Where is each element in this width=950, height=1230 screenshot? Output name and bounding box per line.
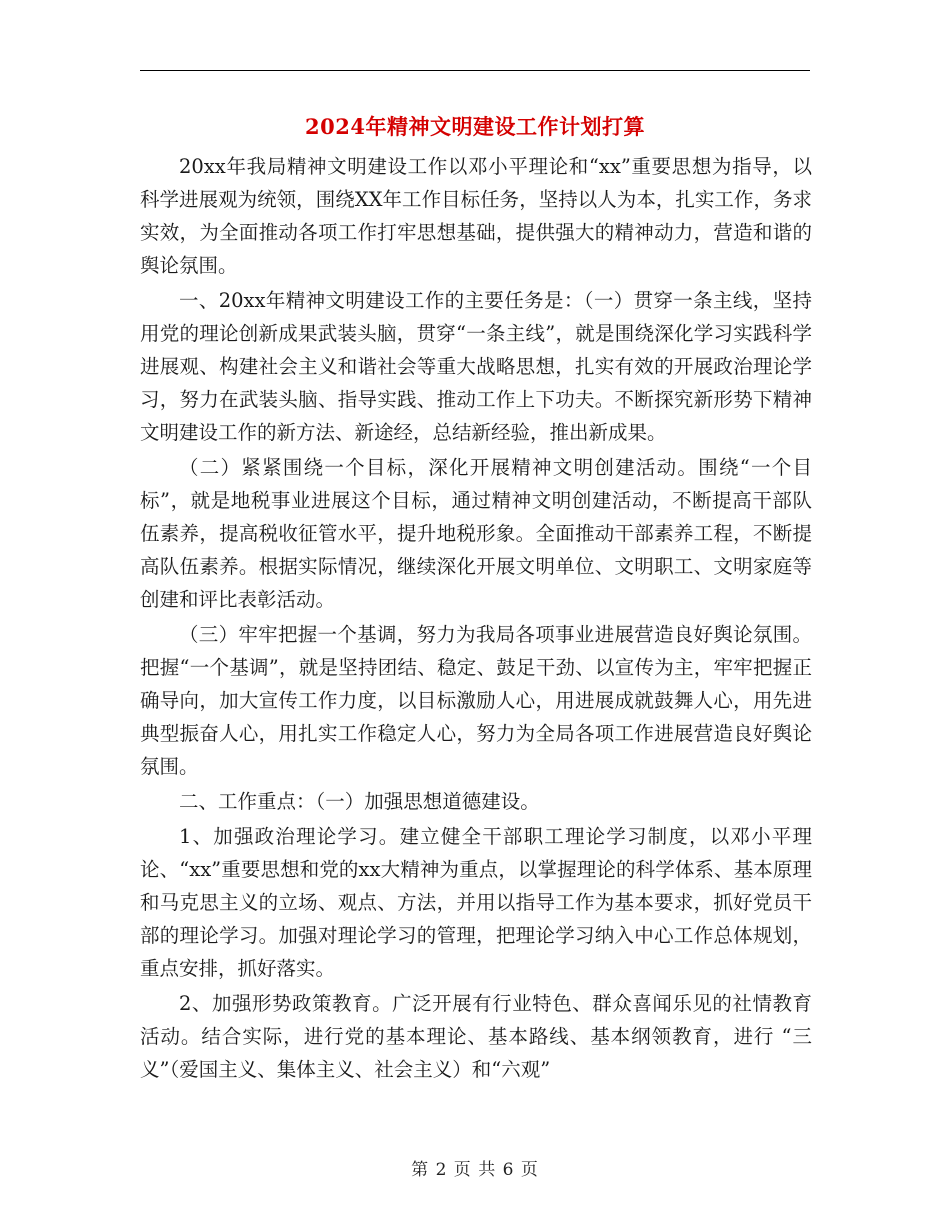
paragraph-policy-education: 2、加强形势政策教育。广泛开展有行业特色、群众喜闻乐见的社情教育活动。结合实际，进行党的基本理论、基本路线、基本纲领教育，进行 “三义”（爱国主义、集体主义、社会主义）和“六观” bbox=[140, 992, 812, 1081]
document-body bbox=[140, 150, 812, 1088]
document-title: 2024年精神文明建设工作计划打算 bbox=[305, 114, 645, 139]
header-rule bbox=[140, 70, 810, 71]
paragraph-theory-study: 1、加强政治理论学习。建立健全干部职工理论学习制度，以邓小平理论、“xx”重要思想和党的xx大精神为重点，以掌握理论的科学体系、基本原理和马克思主义的立场、观点、方法，并用以指导工作为基本要求，抓好党员干部的理论学习。加强对理论学习的管理，把理论学习纳入中心工作总体规划，重点安排，抓好落实。 bbox=[140, 825, 812, 980]
paragraph-intro: 20xx年我局精神文明建设工作以邓小平理论和“xx”重要思想为指导，以科学进展观为统领，围绕XX年工作目标任务，坚持以人为本，扎实工作，务求实效，为全面推动各项工作打牢思想基础，提供强大的精神动力，营造和谐的舆论氛围。 bbox=[140, 155, 812, 277]
paragraph-main-tasks: 一、20xx年精神文明建设工作的主要任务是：（一）贯穿一条主线，坚持用党的理论创新成果武装头脑，贯穿“一条主线”，就是围绕深化学习实践科学进展观、构建社会主义和谐社会等重大战略思想，扎实有效的开展政治理论学习，努力在武装头脑、指导实践、推动工作上下功夫。不断探究新形势下精神文明建设工作的新方法、新途经，总结新经验，推出新成果。 bbox=[140, 289, 812, 444]
paragraph-keynote: （三）牢牢把握一个基调，努力为我局各项事业进展营造良好舆论氛围。把握“一个基调”，就是坚持团结、稳定、鼓足干劲、以宣传为主，牢牢把握正确导向，加大宣传工作力度，以目标激励人心，用进展成就鼓舞人心，用先进典型振奋人心，用扎实工作稳定人心，努力为全局各项工作进展营造良好舆论氛围。 bbox=[140, 623, 812, 778]
paragraph-target: （二）紧紧围绕一个目标，深化开展精神文明创建活动。围绕“一个目标”，就是地税事业进展这个目标，通过精神文明创建活动，不断提高干部队伍素养，提高税收征管水平，提升地税形象。全面推动干部素养工程，不断提高队伍素养。根据实际情况，继续深化开展文明单位、文明职工、文明家庭等创建和评比表彰活动。 bbox=[140, 456, 812, 611]
paragraph-work-focus: 二、工作重点：（一）加强思想道德建设。 bbox=[179, 790, 540, 813]
page-number: 第 2 页 共 6 页 bbox=[411, 1160, 539, 1180]
